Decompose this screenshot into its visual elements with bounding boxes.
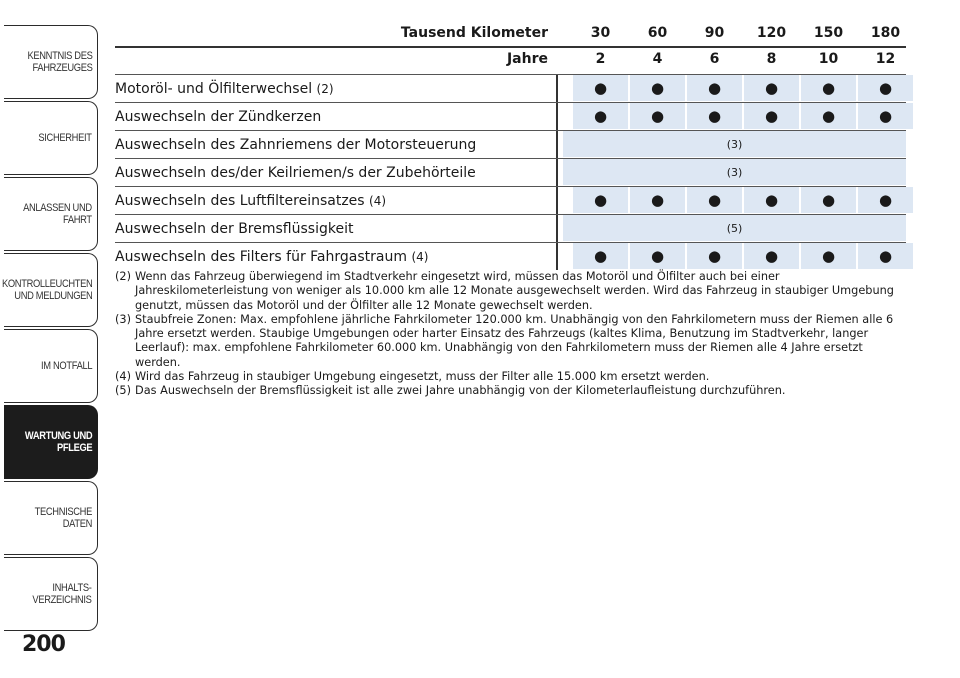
interval-dot-cell: ● (858, 75, 913, 101)
chapter-tab-2[interactable] (4, 177, 98, 251)
row-label-text: Auswechseln der Bremsflüssigkeit (115, 221, 354, 237)
chapter-tab-label: KONTROLLEUCHTEN UND MELDUNGEN (1, 278, 92, 302)
chapter-tab-3[interactable] (1, 253, 98, 327)
footnote-key: (3) (115, 312, 132, 326)
table-body (115, 74, 906, 270)
column-divider (556, 159, 558, 186)
header-km-value: 90 (704, 25, 725, 41)
table-row (115, 74, 906, 102)
footnotes (115, 270, 910, 399)
interval-dot-cell: ● (573, 243, 628, 269)
column-divider (556, 215, 558, 242)
header-years-value: 8 (766, 51, 777, 67)
interval-dot-cell: ● (687, 187, 742, 213)
row-label (115, 165, 476, 181)
interval-dot-cell: ● (744, 187, 799, 213)
table-row (115, 102, 906, 130)
interval-dot-cell: ● (744, 243, 799, 269)
interval-dot-cell: ● (573, 187, 628, 213)
row-label (115, 137, 476, 153)
chapter-tab-label: WARTUNG UND PFLEGE (24, 430, 92, 454)
interval-dot-cell: ● (630, 75, 685, 101)
chapter-tab-0[interactable] (4, 25, 98, 99)
interval-dot-cell: ● (630, 243, 685, 269)
chapter-tab-label: SICHERHEIT (38, 132, 92, 144)
header-km-label: Tausend Kilometer (400, 25, 548, 41)
interval-dot-cell: ● (801, 75, 856, 101)
row-label-text: Auswechseln der Zündkerzen (115, 109, 322, 125)
row-label-text: Auswechseln des Zahnriemens der Motorsteuerung (115, 137, 477, 153)
chapter-tab-label: KENNTNIS DES FAHRZEUGES (26, 50, 92, 74)
interval-dot-cell: ● (573, 103, 628, 129)
row-note-ref: (4) (411, 250, 429, 264)
interval-dot-cell: ● (858, 103, 913, 129)
header-row-km (115, 22, 906, 48)
table-row (115, 186, 906, 214)
interval-dot-cell: ● (630, 103, 685, 129)
chapter-tab-label: ANLASSEN UND FAHRT (23, 202, 92, 226)
page-number: 200 (22, 632, 65, 657)
header-km-value: 30 (590, 25, 611, 41)
row-label-text: Auswechseln des Luftfiltereinsatzes (115, 193, 365, 209)
row-note-ref: (4) (369, 194, 387, 208)
header-years-value: 10 (818, 51, 839, 67)
interval-dot-cell: ● (801, 243, 856, 269)
chapter-tab-5[interactable] (4, 405, 98, 479)
table-row (115, 158, 906, 186)
footnote-key: (4) (115, 370, 132, 384)
row-label (115, 221, 353, 237)
interval-note-cell: (5) (563, 215, 906, 241)
header-years-value: 12 (875, 51, 896, 67)
footnote (115, 270, 910, 313)
footnote (115, 313, 910, 370)
row-label (115, 249, 428, 265)
footnote-text: Staubfreie Zonen: Max. empfohlene jährliche Fahrkilometer 120.000 km. Unabhängig von den Fahrkilometern muss der Riemen alle 6 Jahre ersetzt werden. Staubige Umgebungen oder harter Einsatz des Fahrzeugs (kaltes Klima, Benutzung im Stadtverkehr, langer Leerlauf): max. empfohlene Fahrkilometer 60.000 km. Unabhängig von den Fahrkilometern muss der Riemen alle 4 Jahre ersetzt werden. (135, 312, 894, 369)
header-km-value: 150 (813, 25, 844, 41)
interval-dot-cell: ● (744, 75, 799, 101)
row-label-text: Auswechseln des/der Keilriemen/s der Zubehörteile (115, 165, 476, 181)
interval-dot-cell: ● (630, 187, 685, 213)
header-years-value: 4 (652, 51, 663, 67)
interval-dot-cell: ● (687, 103, 742, 129)
row-note-ref: (2) (316, 82, 334, 96)
header-km-value: 60 (647, 25, 668, 41)
maintenance-schedule-table (115, 22, 906, 270)
interval-dot-cell: ● (687, 75, 742, 101)
footnote-text: Das Auswechseln der Bremsflüssigkeit ist alle zwei Jahre unabhängig von der Kilometerlaufleistung durchzuführen. (135, 384, 786, 398)
chapter-tab-label: TECHNISCHE DATEN (34, 506, 92, 530)
header-km-value: 120 (756, 25, 787, 41)
chapter-tab-7[interactable] (4, 557, 98, 631)
column-divider (556, 131, 558, 158)
header-years-label: Jahre (506, 51, 548, 67)
header-years-value: 6 (709, 51, 720, 67)
table-row (115, 130, 906, 158)
footnote-text: Wird das Fahrzeug in staubiger Umgebung eingesetzt, muss der Filter alle 15.000 km ersetzt werden. (135, 370, 710, 384)
interval-dot-cell: ● (573, 75, 628, 101)
chapter-tab-4[interactable] (4, 329, 98, 403)
chapter-tab-6[interactable] (4, 481, 98, 555)
interval-dot-cell: ● (858, 243, 913, 269)
header-km-value: 180 (870, 25, 901, 41)
footnote (115, 370, 910, 384)
column-divider (556, 103, 558, 130)
table-row (115, 214, 906, 242)
column-divider (556, 243, 558, 270)
footnote-key: (5) (115, 384, 132, 398)
footnote-key: (2) (115, 270, 132, 283)
footnote (115, 384, 910, 398)
interval-dot-cell: ● (744, 103, 799, 129)
interval-dot-cell: ● (687, 243, 742, 269)
header-years-value: 2 (595, 51, 606, 67)
column-divider (556, 187, 558, 214)
chapter-tab-label: INHALTS- VERZEICHNIS (32, 582, 92, 606)
row-label-text: Motoröl- und Ölfilterwechsel (115, 81, 313, 97)
interval-dot-cell: ● (858, 187, 913, 213)
chapter-tab-1[interactable] (4, 101, 98, 175)
column-divider (556, 75, 558, 102)
row-label (115, 81, 334, 97)
interval-dot-cell: ● (801, 103, 856, 129)
interval-note-cell: (3) (563, 131, 906, 157)
row-label (115, 109, 321, 125)
footnote-text: Wenn das Fahrzeug überwiegend im Stadtverkehr eingesetzt wird, müssen das Motoröl und Ölfilter auch bei einer Jahreskilometerleistung von weniger als 10.000 km alle 12 Monate ausgewechselt werden. Wird das Fahrzeug in staubiger Umgebung genutzt, müssen das Motoröl und der Ölfilter alle 12 Monate gewechselt werden. (135, 270, 894, 312)
row-label (115, 193, 386, 209)
header-row-years (115, 48, 906, 74)
chapter-tab-label: IM NOTFALL (40, 360, 92, 372)
table-row (115, 242, 906, 270)
interval-note-cell: (3) (563, 159, 906, 185)
row-label-text: Auswechseln des Filters für Fahrgastraum (115, 249, 407, 265)
interval-dot-cell: ● (801, 187, 856, 213)
